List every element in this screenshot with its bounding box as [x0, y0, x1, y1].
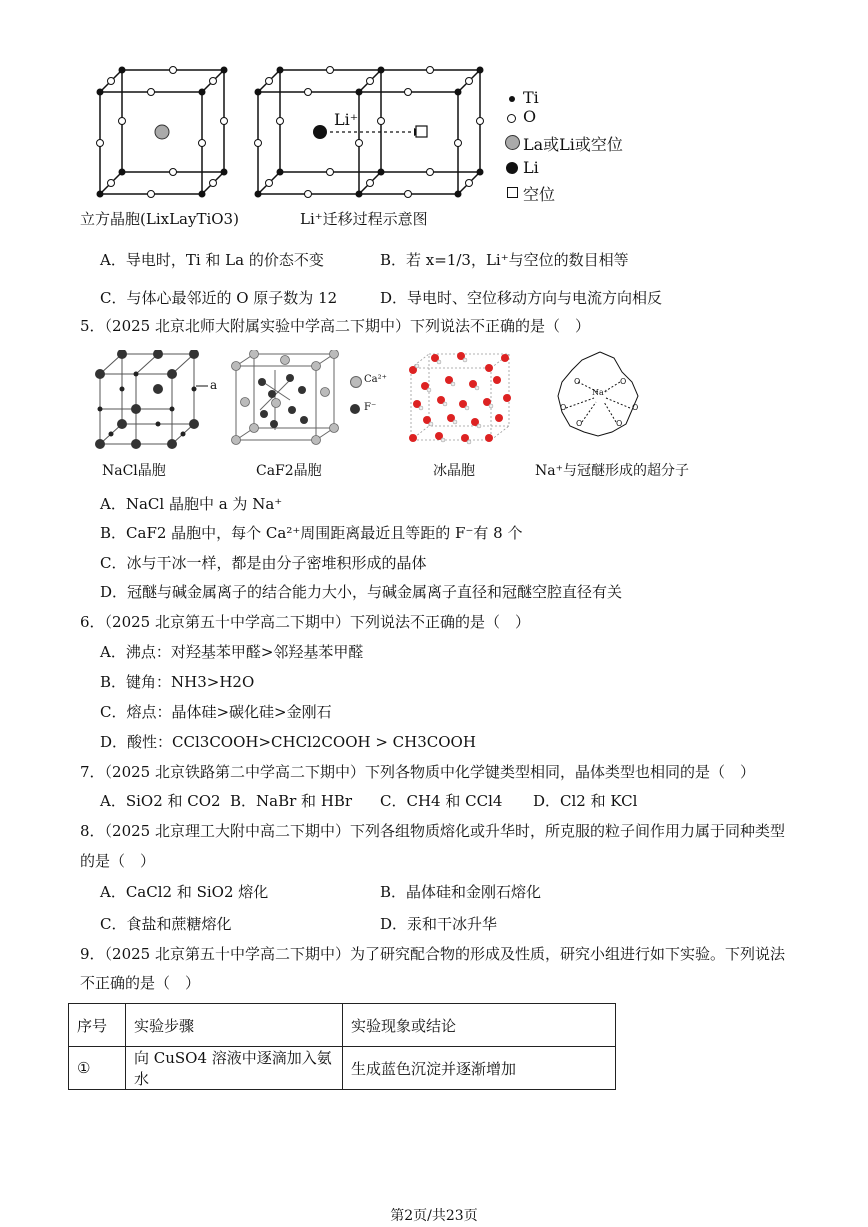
experiment-table	[68, 1003, 616, 1090]
table-header: 实验步骤	[126, 1004, 343, 1047]
q5-stem: 5．（2025 北京北师大附属实验中学高二下期中）下列说法不正确的是（ ）	[80, 317, 590, 335]
svg-text:O: O	[632, 403, 639, 412]
table-row	[69, 1047, 616, 1090]
table-header: 序号	[69, 1004, 126, 1047]
q9-stem-line1: 9．（2025 北京第五十中学高二下期中）为了研究配合物的形成及性质，研究小组进行如下实验。下列说法	[80, 945, 785, 963]
q8-option-d: D．汞和干冰升华	[380, 915, 498, 933]
legend-li: Li	[523, 158, 539, 177]
f-label: F⁻	[364, 402, 377, 413]
caption-crown-ether: Na⁺与冠醚形成的超分子	[535, 463, 689, 479]
table-cell: 生成蓝色沉淀并逐渐增加	[343, 1047, 616, 1090]
q4-option-d: D．导电时、空位移动方向与电流方向相反	[380, 289, 663, 307]
ti-dot-icon	[509, 96, 515, 102]
q6-stem: 6．（2025 北京第五十中学高二下期中）下列说法不正确的是（ ）	[80, 613, 530, 631]
ice-cell-diagram	[405, 350, 515, 445]
page-footer: 第2页/共23页	[390, 1208, 478, 1224]
q8-stem-line1: 8．（2025 北京理工大附中高二下期中）下列各组物质熔化或升华时，所克服的粒子间作用力属于同种类型	[80, 822, 785, 840]
q8-option-c: C．食盐和蔗糖熔化	[100, 915, 232, 933]
q9-stem-line2: 不正确的是（ ）	[80, 974, 201, 992]
li-ion-label: Li⁺	[334, 110, 359, 129]
q8-stem-line2: 的是（ ）	[80, 852, 156, 870]
q5-option-b: B．CaF2 晶胞中，每个 Ca²⁺周围距离最近且等距的 F⁻有 8 个	[100, 524, 523, 542]
q6-option-a: A．沸点：对羟基苯甲醛>邻羟基苯甲醛	[100, 643, 364, 661]
caf2-cell-diagram	[230, 350, 340, 445]
na-label: Na⁺	[592, 388, 608, 397]
q7-option-d: D．Cl2 和 KCl	[533, 792, 638, 810]
q7-option-c: C．CH4 和 CCl4	[380, 792, 503, 810]
q4-option-a: A．导电时，Ti 和 La 的价态不变	[100, 251, 324, 269]
black-ball-icon	[506, 162, 518, 174]
nacl-a-label: a	[210, 378, 218, 392]
caption-cubic-cell: 立方晶胞(LixLayTiO3)	[80, 210, 239, 228]
caption-nacl: NaCl晶胞	[102, 463, 166, 479]
svg-text:O: O	[576, 419, 583, 428]
q6-option-b: B．键角：NH3>H2O	[100, 673, 255, 691]
q4-option-c: C．与体心最邻近的 O 原子数为 12	[100, 289, 338, 307]
table-cell: ①	[69, 1047, 126, 1090]
ca-label: Ca²⁺	[364, 374, 387, 385]
table-header: 实验现象或结论	[343, 1004, 616, 1047]
table-cell: 向 CuSO4 溶液中逐滴加入氨水	[126, 1047, 343, 1090]
svg-text:O: O	[574, 377, 581, 386]
legend-la-li-vacancy: La或Li或空位	[523, 135, 623, 154]
q5-option-a: A．NaCl 晶胞中 a 为 Na⁺	[100, 495, 283, 513]
nacl-cell-diagram	[92, 350, 222, 450]
o-circle-icon	[507, 114, 516, 123]
legend-ti: Ti	[523, 88, 539, 107]
li-migration-diagram	[248, 64, 493, 204]
q5-option-d: D．冠醚与碱金属离子的结合能力大小，与碱金属离子直径和冠醚空腔直径有关	[100, 583, 623, 601]
gray-ball-icon	[505, 135, 520, 150]
q7-stem: 7．（2025 北京铁路第二中学高二下期中）下列各物质中化学键类型相同，晶体类型也相同的是（ ）	[80, 763, 755, 781]
q7-option-a: A．SiO2 和 CO2	[100, 792, 221, 810]
caption-li-migration: Li⁺迁移过程示意图	[300, 210, 428, 228]
q7-option-b: B．NaBr 和 HBr	[230, 792, 353, 810]
q6-option-c: C．熔点：晶体硅>碳化硅>金刚石	[100, 703, 332, 721]
ca-ion-icon	[350, 376, 362, 388]
legend	[505, 88, 645, 208]
square-icon	[507, 187, 518, 198]
svg-text:O: O	[620, 377, 627, 386]
q4-option-b: B．若 x=1/3，Li⁺与空位的数目相等	[380, 251, 629, 269]
caption-ice: 冰晶胞	[433, 463, 475, 479]
legend-o: O	[523, 107, 537, 126]
cubic-cell-diagram	[90, 64, 240, 204]
svg-text:O: O	[616, 419, 623, 428]
legend-vacancy: 空位	[523, 185, 556, 204]
svg-text:O: O	[560, 403, 567, 412]
q6-option-d: D．酸性：CCl3COOH>CHCl2COOH > CH3COOH	[100, 733, 476, 751]
q8-option-a: A．CaCl2 和 SiO2 熔化	[100, 883, 269, 901]
q5-option-c: C．冰与干冰一样，都是由分子密堆积形成的晶体	[100, 554, 427, 572]
q8-option-b: B．晶体硅和金刚石熔化	[380, 883, 542, 901]
f-ion-icon	[350, 404, 360, 414]
caption-caf2: CaF2晶胞	[256, 463, 322, 479]
table-header-row	[69, 1004, 616, 1047]
